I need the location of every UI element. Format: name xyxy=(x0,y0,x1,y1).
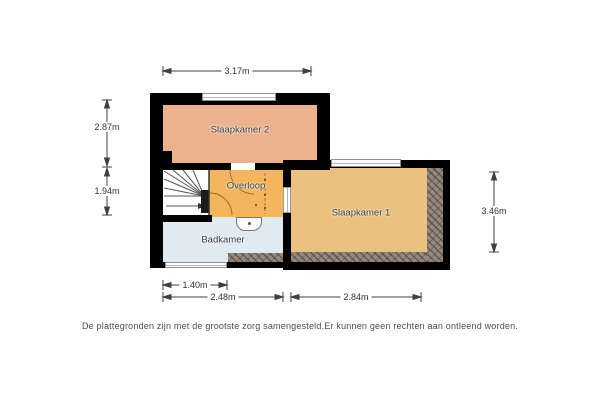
dimension-left-upper: 2.87m xyxy=(91,122,122,132)
dimension-bottom-left: 2.48m xyxy=(207,292,238,302)
dimension-left-lower: 1.94m xyxy=(91,186,122,196)
room-label-overloop: Overloop xyxy=(226,180,266,192)
disclaimer-text: De plattegronden zijn met de grootste zorg samengesteld.Er kunnen geen rechten aan ontleend worden. xyxy=(81,321,519,331)
dimension-bottom-right: 2.84m xyxy=(340,292,371,302)
dimension-top-width: 3.17m xyxy=(221,66,252,76)
room-label-slaapkamer1: Slaapkamer 1 xyxy=(331,207,391,219)
door-swing-arcs xyxy=(210,170,265,215)
stairs-newel-post xyxy=(201,190,209,213)
dimension-lines xyxy=(102,66,499,302)
dimension-right-height: 3.46m xyxy=(478,206,509,216)
stairs-icon xyxy=(164,170,204,206)
room-label-badkamer: Badkamer xyxy=(201,234,245,246)
room-label-slaapkamer2: Slaapkamer 2 xyxy=(210,124,270,136)
dimension-bottom-inner: 1.40m xyxy=(179,280,210,290)
